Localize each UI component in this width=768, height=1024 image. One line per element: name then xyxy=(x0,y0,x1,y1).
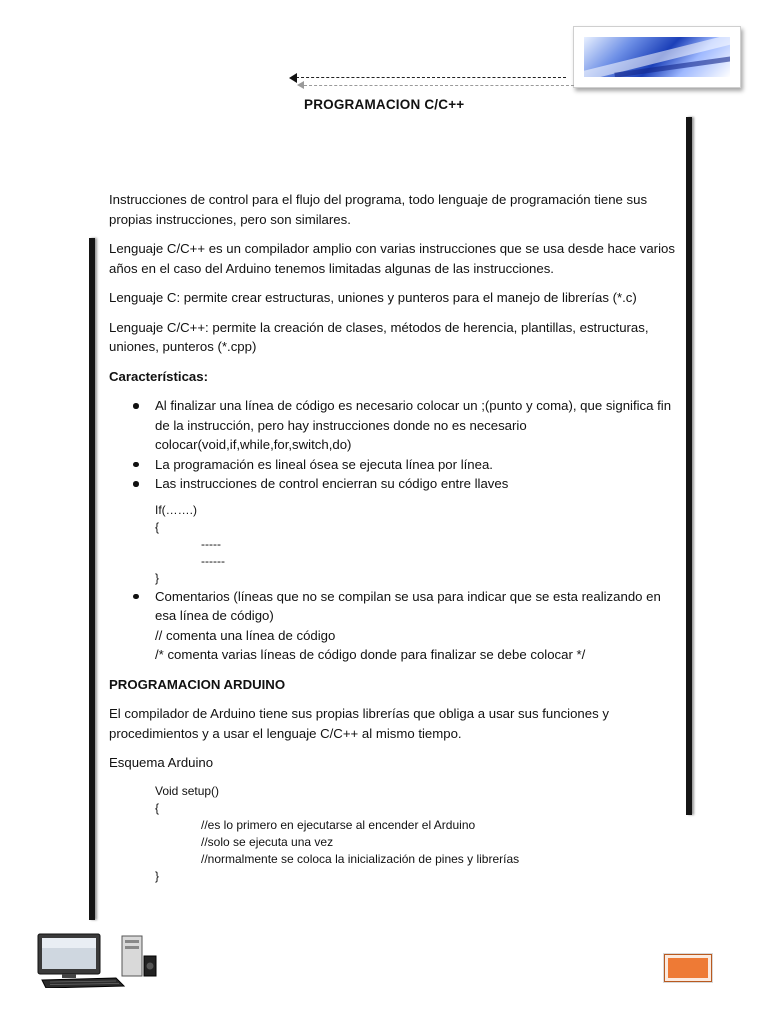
code-line: { xyxy=(155,800,160,815)
right-vertical-bar xyxy=(686,117,692,815)
characteristics-heading: Características: xyxy=(109,368,208,384)
code-line: ------ xyxy=(201,553,225,568)
if-code-block xyxy=(109,502,679,587)
desktop-computer-icon xyxy=(36,932,160,988)
document-body xyxy=(109,190,679,885)
code-line: //es lo primero en ejecutarse al encender el Arduino xyxy=(201,817,476,832)
orange-box xyxy=(664,954,712,982)
comment-single-line: // comenta una línea de código xyxy=(155,627,336,643)
left-vertical-bar xyxy=(89,238,95,920)
dashed-arrow-line xyxy=(296,77,566,78)
list-item: Las instrucciones de control encierran su código entre llaves xyxy=(109,474,679,494)
arrow-left-shadow-icon xyxy=(297,81,304,89)
arrow-left-icon xyxy=(289,73,297,83)
paragraph: Lenguaje C: permite crear estructuras, uniones y punteros para el manejo de librerías (*.c) xyxy=(109,290,637,305)
page-title: PROGRAMACION C/C++ xyxy=(304,97,465,112)
comment-multi-line: /* comenta varias líneas de código donde para finalizar se debe colocar */ xyxy=(155,647,586,662)
schema-label: Esquema Arduino xyxy=(109,755,214,770)
code-line: If(…….) xyxy=(155,502,197,517)
setup-code-block xyxy=(109,783,679,885)
comments-list xyxy=(109,587,679,626)
code-line: } xyxy=(155,868,160,883)
paragraph: Instrucciones de control para el flujo del programa, todo lenguaje de programación tiene sus propias instrucciones, pero son similares. xyxy=(109,192,648,227)
paragraph: El compilador de Arduino tiene sus propias librerías que obliga a usar sus funciones y procedimientos y a usar el lenguaje C/C++ al mismo tiempo. xyxy=(109,706,609,741)
dashed-arrow-line-shadow xyxy=(304,85,574,86)
list-item: La programación es lineal ósea se ejecuta línea por línea. xyxy=(109,455,679,475)
code-line: ----- xyxy=(201,536,221,551)
code-line: //normalmente se coloca la inicialización de pines y librerías xyxy=(201,851,520,866)
code-line: Void setup() xyxy=(155,783,220,798)
paragraph: Lenguaje C/C++: permite la creación de clases, métodos de herencia, plantillas, estructuras, uniones, punteros (*.cpp) xyxy=(109,319,649,354)
header-banner-image xyxy=(573,26,741,88)
paragraph: Lenguaje C/C++ es un compilador amplio con varias instrucciones que se usa desde hace varios años en el caso del Arduino tenemos limitadas algunas de las instrucciones. xyxy=(109,241,675,276)
characteristics-list xyxy=(109,396,679,494)
code-line: //solo se ejecuta una vez xyxy=(201,834,334,849)
code-line: { xyxy=(155,519,160,534)
list-item: Al finalizar una línea de código es necesario colocar un ;(punto y coma), que significa fin de la instrucción, pero hay instrucciones donde no es necesario colocar(void,if,while,for,switch,do) xyxy=(109,396,679,455)
code-line: } xyxy=(155,570,160,585)
arduino-heading: PROGRAMACION ARDUINO xyxy=(109,676,286,692)
list-item: Comentarios (líneas que no se compilan se usa para indicar que se esta realizando en esa línea de código) xyxy=(109,587,679,626)
